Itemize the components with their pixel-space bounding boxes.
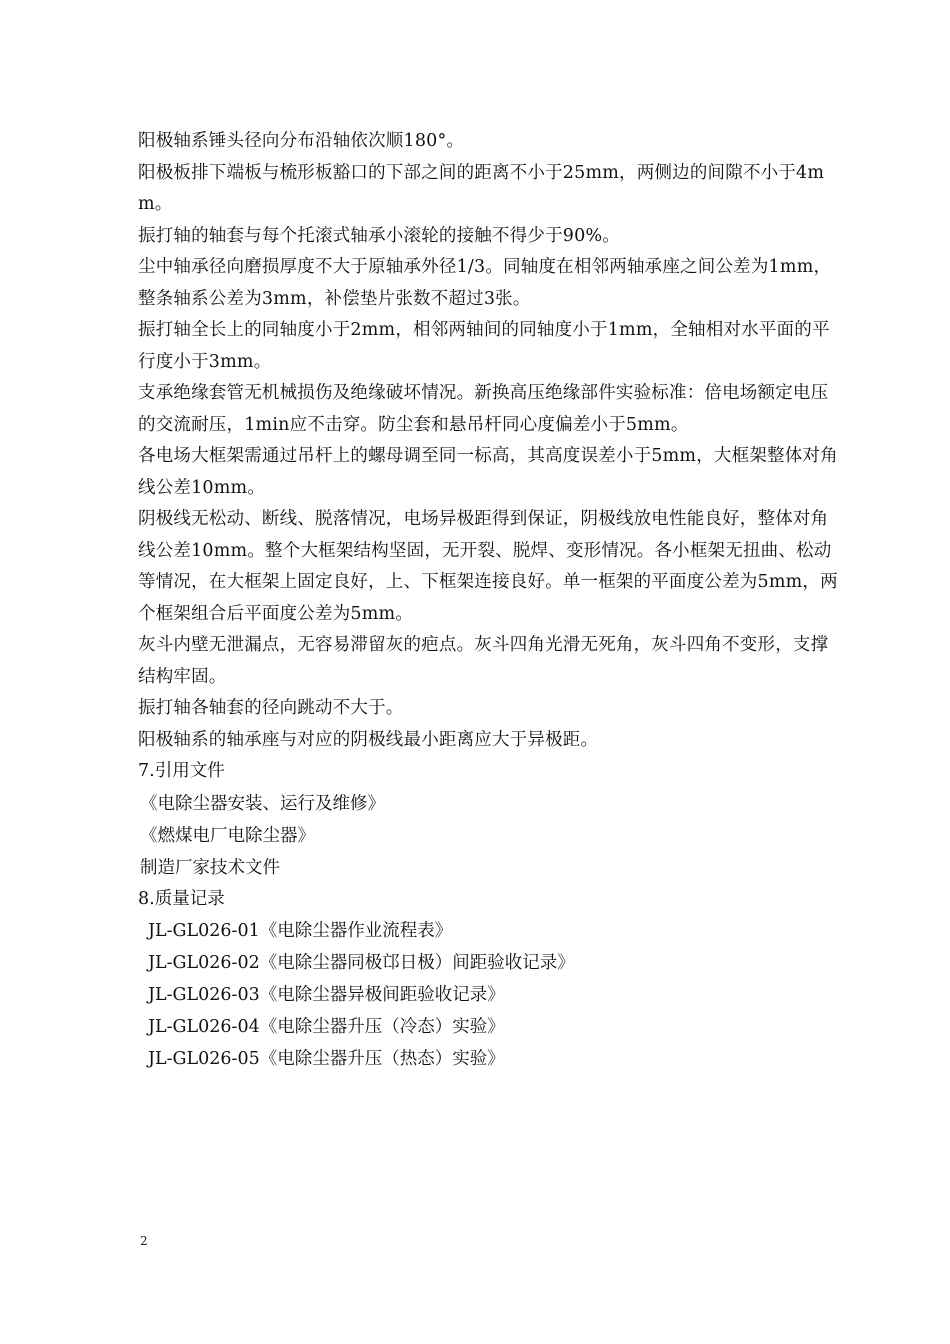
paragraph: 各电场大框架需通过吊杆上的螺母调至同一标高，其高度误差小于5mm，大框架整体对角线公差10mm。 [138,446,838,498]
paragraph: 阳极板排下端板与梳形板豁口的下部之间的距离不小于25mm，两侧边的间隙不小于4mm。 [138,162,825,214]
section-heading-references: 7.引用文件 [138,761,225,781]
paragraph: 振打轴的轴套与每个托滚式轴承小滚轮的接触不得少于90%。 [138,225,620,246]
paragraph: 振打轴全长上的同轴度小于2mm，相邻两轴间的同轴度小于1mm，全轴相对水平面的平行度小于3mm。 [138,320,830,372]
record-item: JL-GL026-03《电除尘器异极间距验收记录》 [148,985,505,1005]
paragraph: 灰斗内壁无泄漏点，无容易滞留灰的疤点。灰斗四角光滑无死角，灰斗四角不变形，支撑结构牢固。 [138,635,829,687]
paragraph: 振打轴各轴套的径向跳动不大于。 [138,698,404,718]
paragraph: 阴极线无松动、断线、脱落情况，电场异极距得到保证，阴极线放电性能良好，整体对角线公差10mm。整个大框架结构坚固，无开裂、脱焊、变形情况。各小框架无扭曲、松动等情况，在大框架上固定良好，上、下框架连接良好。单一框架的平面度公差为5mm，两个框架组合后平面度公差为5mm。 [138,509,838,624]
reference-item: 《电除尘器安装、运行及维修》 [140,793,385,814]
paragraph: 阳极轴系的轴承座与对应的阴极线最小距离应大于异极距。 [138,729,599,750]
record-item: JL-GL026-05《电除尘器升压（热态）实验》 [148,1049,505,1069]
section-heading-records: 8.质量记录 [138,888,225,909]
reference-item: 《燃煤电厂电除尘器》 [140,825,315,846]
record-item: JL-GL026-02《电除尘器同极邙日极）间距验收记录》 [148,953,575,973]
record-item: JL-GL026-01《电除尘器作业流程表》 [148,921,453,941]
paragraph: 支承绝缘套管无机械损伤及绝缘破坏情况。新换高压绝缘部件实验标准：倍电场额定电压的交流耐压，1min应不击穿。防尘套和悬吊杆同心度偏差小于5mm。 [138,383,829,435]
paragraph: 尘中轴承径向磨损厚度不大于原轴承外径1/3。同轴度在相邻两轴承座之间公差为1mm，整条轴系公差为3mm，补偿垫片张数不超过3张。 [138,257,832,309]
record-item: JL-GL026-04《电除尘器升压（冷态）实验》 [148,1017,505,1037]
paragraph: 阳极轴系锤头径向分布沿轴依次顺180°。 [138,131,465,151]
document-body [138,126,844,1075]
page-number: 2 [140,1234,148,1248]
reference-item: 制造厂家技术文件 [140,857,280,878]
